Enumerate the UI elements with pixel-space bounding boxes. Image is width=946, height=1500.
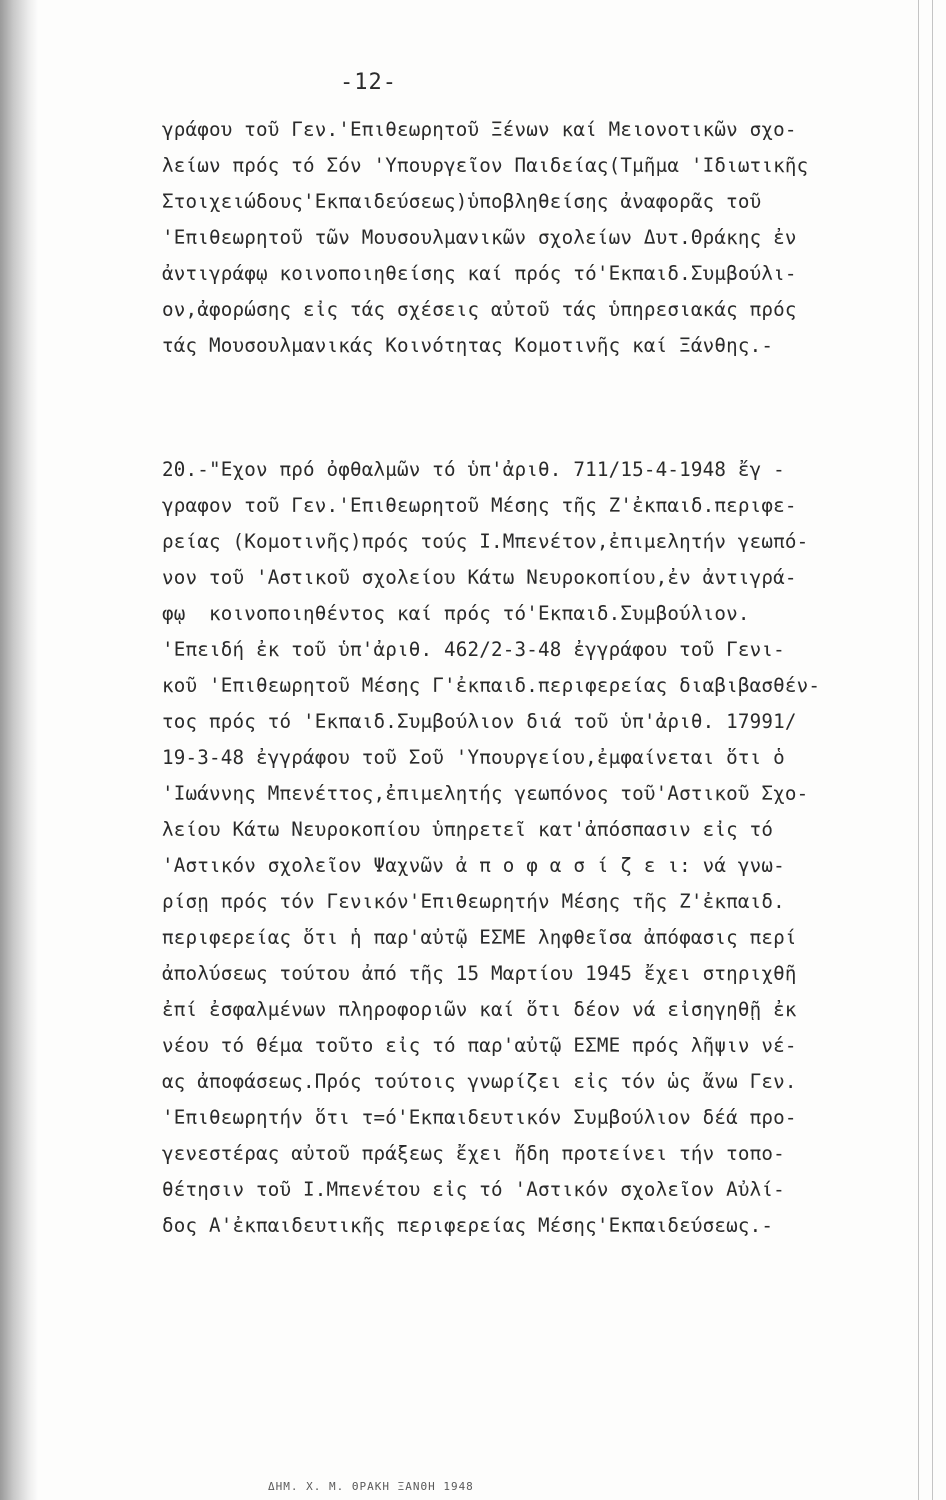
text-line: 'Ιωάννης Μπενέττος,ἐπιμελητής γεωπόνος τοῦ'Αστικοῦ Σχο- bbox=[162, 782, 809, 805]
text-line: λείου Κάτω Νευροκοπίου ὑπηρετεῖ κατ'ἀπόσπασιν εἰς τό bbox=[162, 818, 774, 841]
text-line: Στοιχειώδους'Εκπαιδεύσεως)ὑποβληθείσης ἀναφορᾶς τοῦ bbox=[162, 190, 762, 213]
text-line: ἀπολύσεως τούτου ἀπό τῆς 15 Μαρτίου 1945 ἔχει στηριχθῆ bbox=[162, 962, 797, 985]
text-line: φῳ κοινοποιηθέντος καί πρός τό'Εκπαιδ.Συμβούλιον. bbox=[162, 602, 750, 625]
text-line: 'Επιθεωρητοῦ τῶν Μουσουλμανικῶν σχολείων Δυτ.Θράκης ἐν bbox=[162, 226, 797, 249]
text-line: κοῦ 'Επιθεωρητοῦ Μέσης Γ'ἐκπαιδ.περιφερείας διαβιβασθέν- bbox=[162, 674, 821, 697]
text-line: γράφου τοῦ Γεν.'Επιθεωρητοῦ Ξένων καί Μειονοτικῶν σχο- bbox=[162, 118, 797, 141]
text-line: 'Επιθεωρητήν ὅτι τ=ό'Εκπαιδευτικόν Συμβούλιον δέά προ- bbox=[162, 1106, 797, 1129]
text-line: γενεστέρας αὐτοῦ πράξεως ἔχει ἤδη προτείνει τήν τοπο- bbox=[162, 1142, 785, 1165]
text-line: γραφον τοῦ Γεν.'Επιθεωρητοῦ Μέσης τῆς Ζ'ἐκπαιδ.περιφε- bbox=[162, 494, 797, 517]
page-number: -12- bbox=[340, 70, 397, 95]
text-line: 20.-"Εχον πρό ὀφθαλμῶν τό ὑπ'ἀριθ. 711/15-4-1948 ἔγ - bbox=[162, 458, 785, 481]
text-line: 'Αστικόν σχολεῖον Ψαχνῶν ἀ π ο φ α σ ί ζ ε ι: νά γνω- bbox=[162, 854, 785, 877]
text-line: τάς Μουσουλμανικάς Κοινότητας Κομοτινῆς καί Ξάνθης.- bbox=[162, 334, 774, 357]
text-line: θέτησιν τοῦ Ι.Μπενέτου εἰς τό 'Αστικόν σχολεῖον Αὐλί- bbox=[162, 1178, 785, 1201]
text-line: ἀντιγράφῳ κοινοποιηθείσης καί πρός τό'Εκπαιδ.Συμβούλι- bbox=[162, 262, 797, 285]
text-line: τος πρός τό 'Εκπαιδ.Συμβούλιον διά τοῦ ὑπ'ἀριθ. 17991/ bbox=[162, 710, 797, 733]
text-line: 'Επειδή ἐκ τοῦ ὑπ'ἀριθ. 462/2-3-48 ἐγγράφου τοῦ Γενι- bbox=[162, 638, 785, 661]
text-line: δος Α'ἐκπαιδευτικῆς περιφερείας Μέσης'Εκπαιδεύσεως.- bbox=[162, 1214, 774, 1237]
page-edge-line bbox=[932, 0, 933, 1500]
text-line: λείων πρός τό Σόν 'Υπουργεῖον Παιδείας(Τμῆμα 'Ιδιωτικῆς bbox=[162, 154, 809, 177]
footer-stamp: ΔΗΜ. Χ. Μ. ΘΡΑΚΗ ΞΑΝΘΗ 1948 bbox=[268, 1480, 474, 1493]
text-line: ἐπί ἐσφαλμένων πληροφοριῶν καί ὅτι δέον νά εἰσηγηθῇ ἐκ bbox=[162, 998, 797, 1021]
text-line: ον,ἀφορώσης εἰς τάς σχέσεις αὐτοῦ τάς ὑπηρεσιακάς πρός bbox=[162, 298, 797, 321]
text-line: περιφερείας ὅτι ἡ παρ'αὐτῷ ΕΣΜΕ ληφθεῖσα ἀπόφασις περί bbox=[162, 926, 797, 949]
paragraph-item-20 bbox=[162, 452, 922, 1244]
text-line: νον τοῦ 'Αστικοῦ σχολείου Κάτω Νευροκοπίου,ἐν ἀντιγρά- bbox=[162, 566, 797, 589]
text-line: ρίσῃ πρός τόν Γενικόν'Επιθεωρητήν Μέσης τῆς Ζ'ἐκπαιδ. bbox=[162, 890, 785, 913]
text-line: ρείας (Κομοτινῆς)πρός τούς Ι.Μπενέτον,ἐπιμελητήν γεωπό- bbox=[162, 530, 809, 553]
text-line: νέου τό θέμα τοῦτο εἰς τό παρ'αὐτῷ ΕΣΜΕ πρός λῆψιν νέ- bbox=[162, 1034, 797, 1057]
binding-shadow bbox=[0, 0, 38, 1500]
paragraph-continued bbox=[162, 112, 922, 364]
text-line: ας ἀποφάσεως.Πρός τούτοις γνωρίζει εἰς τόν ὡς ἄνω Γεν. bbox=[162, 1070, 797, 1093]
text-line: 19-3-48 ἐγγράφου τοῦ Σοῦ 'Υπουργείου,ἐμφαίνεται ὅτι ὁ bbox=[162, 746, 785, 769]
